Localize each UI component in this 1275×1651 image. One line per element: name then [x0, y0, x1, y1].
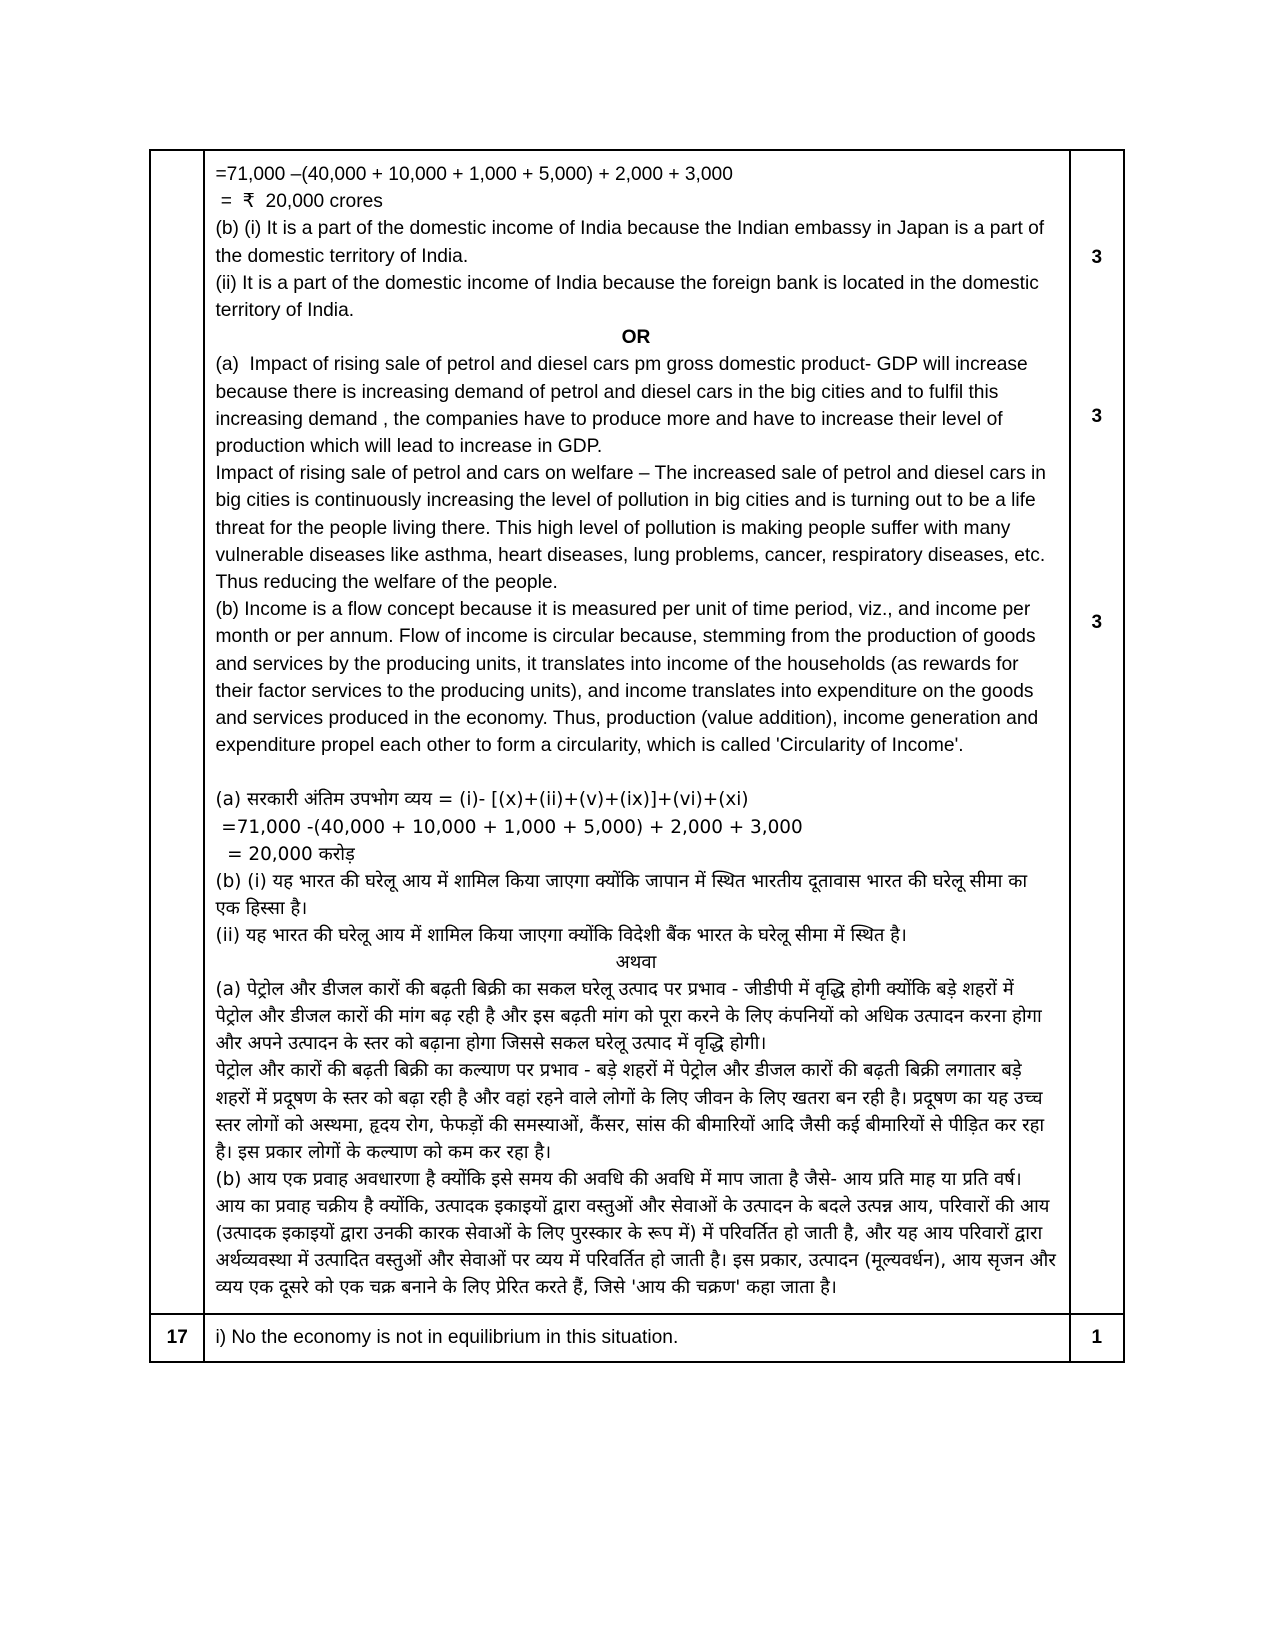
english-answer-a-welfare: Impact of rising sale of petrol and cars on welfare – The increased sale of petrol and diesel cars in big cities is continuously increasing the level of pollution in big cities and is turning out to be a life threat for the people living there. This high level of pollution is making people suffer with many vulnerable diseases like asthma, heart diseases, lung problems, cancer, respiratory diseases, etc. Thus reducing the welfare of the people. — [215, 463, 1052, 594]
answer-cell: i) No the economy is not in equilibrium in this situation. — [204, 1314, 1069, 1362]
hindi-answer-b-income: (b) आय एक प्रवाह अवधारणा है क्योंकि इसे समय की अवधि की अवधि में माप जाता है जैसे- आय प्रति माह या प्रति वर्ष। आय का प्रवाह चक्रीय है क्योंकि, उत्पादक इकाइयों द्वारा वस्तुओं और सेवाओं के उत्पादन के बदले उत्पन्न आय, परिवारों की आय (उत्पादक इकाइयों द्वारा उनकी कारक सेवाओं के लिए पुरस्कार के रूप में) में परिवर्तित हो जाती है, और यह आय परिवारों द्वारा अर्थव्यवस्था में उत्पादित वस्तुओं और सेवाओं पर व्यय में परिवर्तित हो जाती है। इस प्रकार, उत्पादन (मूल्यवर्धन), आय सृजन और व्यय एक दूसरे को एक चक्र बनाने के लिए प्रेरित करते हैं, जिसे 'आय की चक्रण' कहा जाता है। — [215, 1168, 1062, 1299]
question-number-cell: 17 — [150, 1314, 204, 1362]
english-answer-a-gdp: (a) Impact of rising sale of petrol and diesel cars pm gross domestic product- GDP will increase because there is increasing demand of petrol and diesel cars in the big cities and to fulfil this increasing demand , the companies have to produce more and have to increase their level of production which will lead to increase in GDP. — [215, 354, 1034, 458]
continuation-row — [150, 150, 1124, 1314]
english-answer-b-i: (b) (i) It is a part of the domestic income of India because the Indian embassy in Japan is a part of the domestic territory of India. — [215, 218, 1050, 267]
hindi-or-heading: अथवा — [615, 952, 657, 974]
answer-key-table — [149, 149, 1125, 1363]
marks-cell: 1 — [1070, 1314, 1124, 1362]
hindi-answer-a-formula: (a) सरकारी अंतिम उपभोग व्यय = (i)- [(x)+(ii)+(v)+(ix)]+(vi)+(xi) — [215, 789, 749, 811]
answer-cell — [204, 150, 1069, 1314]
or-heading: OR — [621, 327, 651, 349]
hindi-answer-b-i: (b) (i) यह भारत की घरेलू आय में शामिल किया जाएगा क्योंकि जापान में स्थित भारतीय दूतावास भारत की घरेलू सीमा का एक हिस्सा है। — [215, 870, 1033, 919]
marks-value-2: 3 — [1091, 406, 1103, 427]
marks-cell — [1070, 150, 1124, 1314]
english-answer-b-income: (b) Income is a flow concept because it is measured per unit of time period, viz., and income per month or per annum. Flow of income is circular because, stemming from the production of goods and services by the producing units, it translates into income of the households (as rewards for their factor services to the producing units), and income translates into expenditure on the goods and services produced in the economy. Thus, production (value addition), income generation and expenditure propel each other to form a circularity, which is called 'Circularity of Income'. — [215, 599, 1044, 757]
english-answer-b-ii: (ii) It is a part of the domestic income of India because the foreign bank is located in the domestic territory of India. — [215, 272, 1045, 322]
hindi-answer-b-ii: (ii) यह भारत की घरेलू आय में शामिल किया जाएगा क्योंकि विदेशी बैंक भारत के घरेलू सीमा में स्थित है। — [215, 924, 907, 946]
question-17-row — [150, 1314, 1124, 1362]
english-calc-line-1: =71,000 –(40,000 + 10,000 + 1,000 + 5,000) + 2,000 + 3,000 — [215, 164, 733, 185]
hindi-answer-a-welfare: पेट्रोल और कारों की बढ़ती बिक्री का कल्याण पर प्रभाव - बड़े शहरों में पेट्रोल और डीजल कारों की बढ़ती बिक्री लगातार बड़े शहरों में प्रदूषण के स्तर को बढ़ा रही है और वहां रहने वाले लोगों के लिए जीवन के लिए खतरा बन रही है। प्रदूषण का यह उच्च स्तर लोगों को अस्थमा, हृदय रोग, फेफड़ों की समस्याओं, कैंसर, सांस की बीमारियों आदि जैसी कई बीमारियों से पीड़ित कर रहा है। इस प्रकार लोगों के कल्याण को कम कर रहा है। — [215, 1060, 1050, 1163]
hindi-answer-a-gdp: (a) पेट्रोल और डीजल कारों की बढ़ती बिक्री का सकल घरेलू उत्पाद पर प्रभाव - जीडीपी में वृद्धि होगी क्योंकि बड़े शहरों में पेट्रोल और डीजल कारों की मांग बढ़ रही है और इस बढ़ती मांग को पूरा करने के लिए कंपनियों को अधिक उत्पादन करना होगा और अपने उत्पादन के स्तर को बढ़ाना होगा जिससे सकल घरेलू उत्पाद में वृद्धि होगी। — [215, 979, 1048, 1055]
marks-value-3: 3 — [1091, 612, 1103, 633]
hindi-calc-line-1: =71,000 -(40,000 + 10,000 + 1,000 + 5,000) + 2,000 + 3,000 — [215, 816, 803, 838]
hindi-answer-block — [215, 786, 1062, 1301]
hindi-calc-line-2: = 20,000 करोड़ — [215, 843, 355, 865]
english-calc-line-2: = ₹ 20,000 crores — [215, 191, 383, 213]
question-number-cell — [150, 150, 204, 1314]
marks-value-1: 3 — [1091, 247, 1103, 268]
